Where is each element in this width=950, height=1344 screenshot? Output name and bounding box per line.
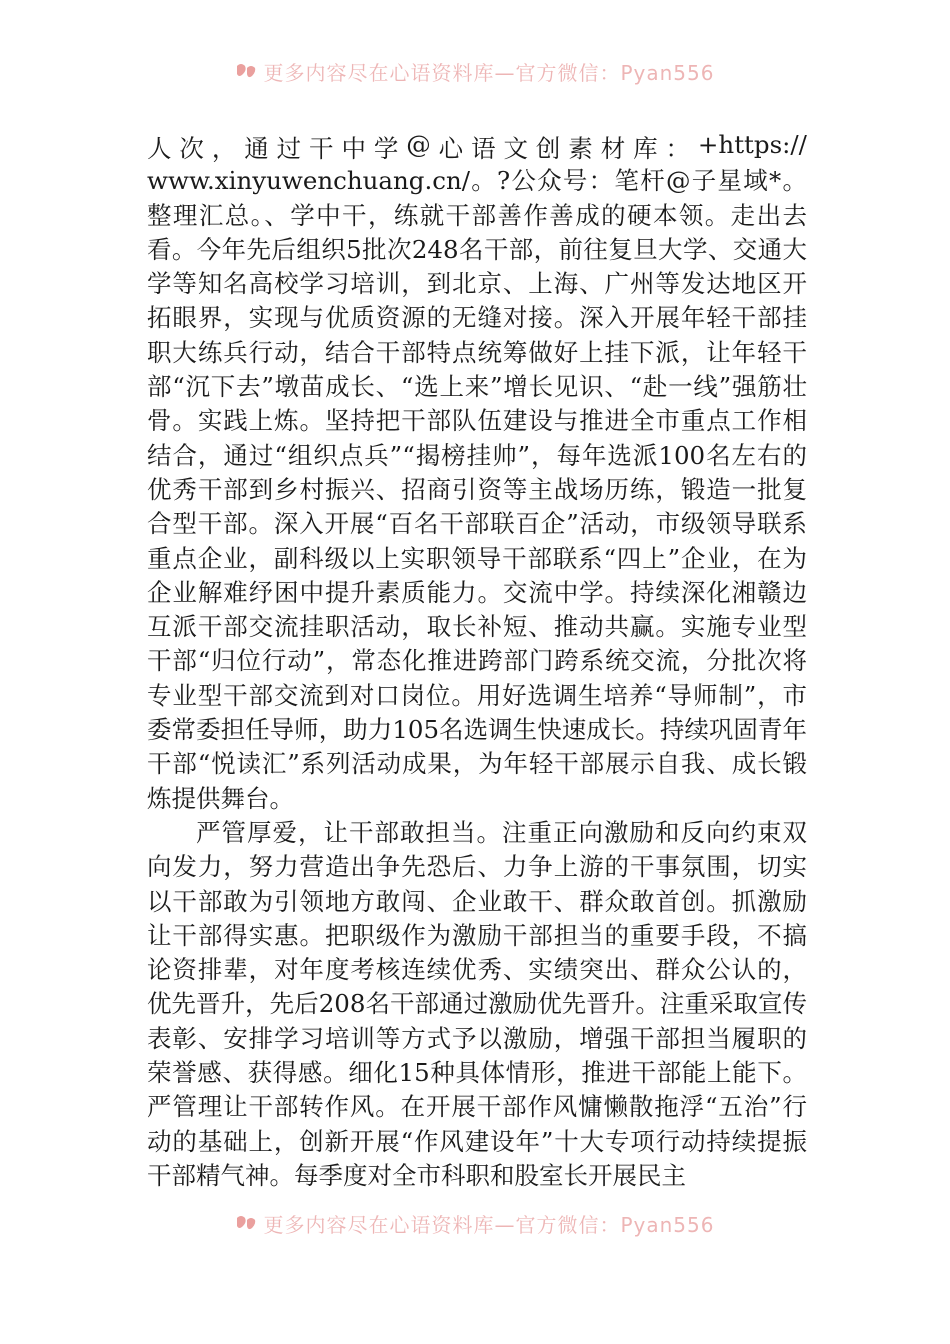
first-line-char: 中 [341, 134, 366, 163]
watermark-logo-icon [235, 1214, 257, 1232]
first-line-char: +https:// [697, 130, 807, 159]
first-line-char: @ [406, 130, 431, 159]
first-line-char: 材 [600, 134, 626, 163]
first-line-char: 通 [244, 134, 269, 163]
first-line-char: 过 [276, 134, 302, 163]
first-line-char: 创 [535, 134, 561, 163]
first-line-char: 素 [568, 134, 593, 163]
first-line [147, 130, 807, 164]
first-line-char: 库 [633, 134, 658, 163]
first-line-char: ： [665, 134, 690, 163]
footer-watermark [0, 1210, 950, 1236]
watermark-text: 更多内容尽在心语资料库—官方微信：Pyan556 [263, 1212, 715, 1237]
paragraph-1-rest: www.xinyuwenchuang.cn/。?公众号：笔杆@子星域*。整理汇总。、学中干，练就干部善作善成的硬本领。走出去看。今年先后组织5批次248名干部，前往复旦大学、交通大学等知名高校学习培训，到北京、上海、广州等发达地区开拓眼界，实现与优质资源的无缝对接。深入开展年轻干部挂职大练兵行动，结合干部特点统筹做好上挂下派，让年轻干部“沉下去”墩苗成长、“选上来”增长见识、“赴一线”强筋壮骨。实践上炼。坚持把干部队伍建设与推进全市重点工作相结合，通过“组织点兵”“揭榜挂帅”，每年选派100名左右的优秀干部到乡村振兴、招商引资等主战场历练，锻造一批复合型干部。深入开展“百名干部联百企”活动，市级领导联系重点企业，副科级以上实职领导干部联系“四上”企业，在为企业解难纾困中提升素质能力。交流中学。持续深化湘赣边互派干部交流挂职活动，取长补短、推动共赢。实施专业型干部“归位行动”，常态化推进跨部门跨系统交流，分批次将专业型干部交流到对口岗位。用好选调生培养“导师制”，市委常委担任导师，助力105名选调生快速成长。持续巩固青年干部“悦读汇”系列活动成果，为年轻干部展示自我、成长锻炼提供舞台。 [147, 166, 807, 813]
first-line-char: ， [211, 134, 237, 163]
first-line-char: 语 [471, 134, 496, 163]
first-line-char: 学 [373, 134, 399, 163]
paragraph-2: 严管厚爱，让干部敢担当。注重正向激励和反向约束双向发力，努力营造出争先恐后、力争上游的干事氛围，切实以干部敢为引领地方敢闯、企业敢干、群众敢首创。抓激励让干部得实惠。把职级作为激励干部担当的重要手段，不搞论资排辈，对年度考核连续优秀、实绩突出、群众公认的，优先晋升，先后208名干部通过激励优先晋升。注重采取宣传表彰、安排学习培训等方式予以激励，增强干部担当履职的荣誉感、获得感。细化15种具体情形，推进干部能上能下。严管理让干部转作风。在开展干部作风慵懒散拖浮“五治”行动的基础上，创新开展“作风建设年”十大专项行动持续提振干部精气神。每季度对全市科职和股室长开展民主 [147, 817, 807, 1190]
first-line-char: 文 [503, 134, 528, 163]
first-line-char: 人 [147, 134, 172, 163]
first-line-char: 次 [179, 134, 204, 163]
watermark-text: 更多内容尽在心语资料库—官方微信：Pyan556 [263, 60, 715, 85]
first-line-char: 心 [438, 134, 464, 163]
document-body [147, 130, 807, 1193]
watermark-logo-icon [235, 62, 257, 80]
header-watermark [0, 58, 950, 84]
first-line-char: 干 [309, 134, 334, 163]
